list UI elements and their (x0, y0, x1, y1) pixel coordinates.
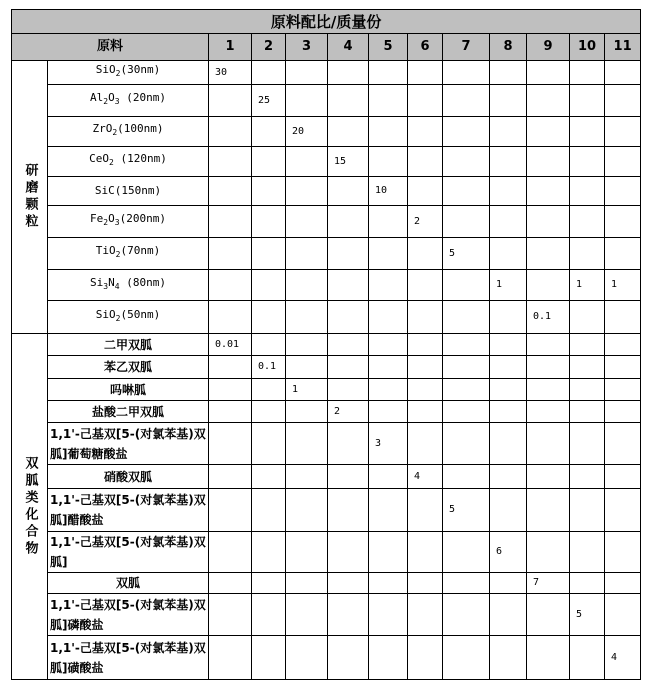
value-cell (490, 594, 527, 636)
value-cell (443, 465, 490, 489)
value-cell (570, 356, 605, 379)
value-cell (369, 465, 408, 489)
value-cell (490, 61, 527, 85)
value-cell (605, 85, 641, 117)
value-cell (286, 61, 328, 85)
value-cell (252, 532, 286, 573)
table-row (12, 61, 641, 85)
value-cell (328, 532, 369, 573)
value-cell (408, 117, 443, 147)
value-cell: 2 (408, 206, 443, 238)
value-cell (570, 206, 605, 238)
value-cell (369, 636, 408, 680)
value-cell (328, 594, 369, 636)
value-cell (443, 270, 490, 301)
value-cell (490, 356, 527, 379)
value-cell: 5 (443, 238, 490, 270)
value-cell (286, 594, 328, 636)
table-row (12, 334, 641, 356)
value-cell (570, 147, 605, 177)
value-cell (252, 573, 286, 594)
value-cell (369, 147, 408, 177)
value-cell (286, 356, 328, 379)
value-cell (369, 594, 408, 636)
value-cell (369, 334, 408, 356)
value-cell: 25 (252, 85, 286, 117)
table-row (12, 206, 641, 238)
value-cell (408, 270, 443, 301)
value-cell (527, 61, 570, 85)
value-cell (209, 147, 252, 177)
value-cell (209, 465, 252, 489)
value-cell (605, 594, 641, 636)
value-cell (490, 636, 527, 680)
material-name: 吗啉胍 (48, 379, 209, 401)
group-label: 研磨颗粒 (12, 61, 48, 334)
material-name: 苯乙双胍 (48, 356, 209, 379)
value-cell (209, 177, 252, 206)
material-name: $Al_2O_3$ (20nm) (48, 85, 209, 117)
value-cell (328, 238, 369, 270)
material-name: SiO$_2$(50nm) (48, 301, 209, 334)
value-cell (605, 334, 641, 356)
value-cell (286, 301, 328, 334)
material-name: 1,1'-己基双[5-(对氯苯基)双胍]磺酸盐 (48, 636, 209, 680)
value-cell: 2 (328, 401, 369, 423)
material-name: 硝酸双胍 (48, 465, 209, 489)
value-cell (252, 401, 286, 423)
table-row (12, 636, 641, 680)
value-cell (286, 238, 328, 270)
value-cell (328, 177, 369, 206)
material-name: 盐酸二甲双胍 (48, 401, 209, 423)
table-row (12, 177, 641, 206)
material-name: 二甲双胍 (48, 334, 209, 356)
value-cell (570, 334, 605, 356)
value-cell (605, 238, 641, 270)
value-cell (443, 423, 490, 465)
table-row (12, 465, 641, 489)
value-cell (408, 489, 443, 532)
value-cell (570, 301, 605, 334)
value-cell (328, 465, 369, 489)
value-cell (252, 636, 286, 680)
value-cell (570, 238, 605, 270)
material-name: SiC(150nm) (48, 177, 209, 206)
value-cell (286, 334, 328, 356)
value-cell (369, 206, 408, 238)
value-cell (490, 85, 527, 117)
material-name: SiO$_2$(30nm) (48, 61, 209, 85)
value-cell (570, 489, 605, 532)
value-cell (605, 423, 641, 465)
column-header-6: 6 (408, 34, 443, 61)
table-row (12, 85, 641, 117)
value-cell (328, 356, 369, 379)
value-cell (286, 147, 328, 177)
material-name: ZrO$_2$(100nm) (48, 117, 209, 147)
column-header-5: 5 (369, 34, 408, 61)
value-cell (527, 177, 570, 206)
value-cell (443, 401, 490, 423)
value-cell (570, 401, 605, 423)
value-cell (570, 117, 605, 147)
value-cell: 1 (605, 270, 641, 301)
value-cell (369, 85, 408, 117)
value-cell (527, 117, 570, 147)
table-row (12, 532, 641, 573)
value-cell (443, 334, 490, 356)
material-name: 双胍 (48, 573, 209, 594)
value-cell (252, 147, 286, 177)
table-row (12, 270, 641, 301)
value-cell (369, 61, 408, 85)
value-cell (209, 206, 252, 238)
value-cell (252, 238, 286, 270)
value-cell: 0.1 (252, 356, 286, 379)
value-cell (408, 379, 443, 401)
value-cell (605, 117, 641, 147)
value-cell (328, 423, 369, 465)
value-cell (527, 270, 570, 301)
value-cell (328, 334, 369, 356)
column-header-10: 10 (570, 34, 605, 61)
value-cell (209, 117, 252, 147)
column-header-8: 8 (490, 34, 527, 61)
value-cell (252, 379, 286, 401)
value-cell (286, 85, 328, 117)
value-cell: 30 (209, 61, 252, 85)
value-cell (490, 206, 527, 238)
value-cell (443, 379, 490, 401)
value-cell (369, 489, 408, 532)
material-name: 1,1'-己基双[5-(对氯苯基)双胍] (48, 532, 209, 573)
value-cell (369, 573, 408, 594)
value-cell (490, 423, 527, 465)
value-cell: 1 (490, 270, 527, 301)
value-cell (408, 532, 443, 573)
value-cell (328, 301, 369, 334)
value-cell (408, 636, 443, 680)
value-cell (328, 61, 369, 85)
value-cell (443, 573, 490, 594)
value-cell (605, 532, 641, 573)
column-header-1: 1 (209, 34, 252, 61)
value-cell (209, 238, 252, 270)
column-header-2: 2 (252, 34, 286, 61)
value-cell (527, 423, 570, 465)
value-cell (369, 301, 408, 334)
value-cell (443, 206, 490, 238)
group-label: 双胍类化合物 (12, 334, 48, 680)
value-cell: 3 (369, 423, 408, 465)
column-header-row (12, 34, 641, 61)
value-cell (408, 401, 443, 423)
value-cell (286, 177, 328, 206)
value-cell (286, 489, 328, 532)
value-cell (527, 401, 570, 423)
value-cell (490, 489, 527, 532)
value-cell (443, 301, 490, 334)
material-name: CeO$_2$ (120nm) (48, 147, 209, 177)
value-cell (605, 356, 641, 379)
value-cell (570, 465, 605, 489)
value-cell (605, 379, 641, 401)
value-cell (605, 206, 641, 238)
value-cell (443, 61, 490, 85)
value-cell (209, 270, 252, 301)
value-cell (527, 238, 570, 270)
value-cell (490, 401, 527, 423)
value-cell (490, 238, 527, 270)
value-cell (408, 85, 443, 117)
value-cell (570, 85, 605, 117)
value-cell (209, 573, 252, 594)
value-cell (252, 206, 286, 238)
value-cell (286, 206, 328, 238)
value-cell (527, 147, 570, 177)
value-cell (570, 379, 605, 401)
value-cell (209, 379, 252, 401)
value-cell (252, 270, 286, 301)
value-cell: 5 (570, 594, 605, 636)
value-cell (605, 147, 641, 177)
value-cell (605, 465, 641, 489)
value-cell (490, 177, 527, 206)
value-cell (570, 573, 605, 594)
value-cell (252, 489, 286, 532)
value-cell (209, 356, 252, 379)
value-cell (328, 270, 369, 301)
value-cell (286, 423, 328, 465)
value-cell (369, 356, 408, 379)
value-cell (209, 423, 252, 465)
value-cell (527, 206, 570, 238)
value-cell (328, 489, 369, 532)
material-name: TiO$_2$(70nm) (48, 238, 209, 270)
value-cell: 1 (570, 270, 605, 301)
table-row (12, 147, 641, 177)
formulation-table (11, 9, 641, 680)
value-cell (286, 573, 328, 594)
value-cell (252, 465, 286, 489)
value-cell (209, 594, 252, 636)
value-cell (408, 147, 443, 177)
column-header-label: 原料 (12, 34, 209, 61)
value-cell (408, 334, 443, 356)
value-cell: 15 (328, 147, 369, 177)
value-cell (527, 489, 570, 532)
material-name: $Si_3N_4$ (80nm) (48, 270, 209, 301)
value-cell (328, 573, 369, 594)
value-cell: 20 (286, 117, 328, 147)
value-cell (252, 177, 286, 206)
value-cell: 5 (443, 489, 490, 532)
value-cell (490, 334, 527, 356)
value-cell: 7 (527, 573, 570, 594)
value-cell (527, 356, 570, 379)
value-cell (570, 61, 605, 85)
value-cell (490, 117, 527, 147)
value-cell (605, 61, 641, 85)
value-cell (408, 356, 443, 379)
value-cell: 4 (408, 465, 443, 489)
table-row (12, 301, 641, 334)
material-name: $Fe_2O_3(200nm)$ (48, 206, 209, 238)
value-cell (252, 334, 286, 356)
table-row (12, 401, 641, 423)
value-cell (527, 85, 570, 117)
value-cell (490, 301, 527, 334)
value-cell (369, 270, 408, 301)
value-cell (369, 238, 408, 270)
column-header-4: 4 (328, 34, 369, 61)
value-cell (328, 206, 369, 238)
table-row (12, 489, 641, 532)
material-name: 1,1'-己基双[5-(对氯苯基)双胍]醋酸盐 (48, 489, 209, 532)
value-cell (527, 532, 570, 573)
column-header-11: 11 (605, 34, 641, 61)
value-cell (443, 356, 490, 379)
value-cell (408, 177, 443, 206)
value-cell: 0.1 (527, 301, 570, 334)
value-cell (286, 401, 328, 423)
value-cell (490, 379, 527, 401)
value-cell (286, 465, 328, 489)
value-cell (443, 594, 490, 636)
value-cell (209, 85, 252, 117)
value-cell (252, 301, 286, 334)
value-cell (408, 573, 443, 594)
value-cell (286, 270, 328, 301)
value-cell (605, 489, 641, 532)
value-cell (209, 636, 252, 680)
value-cell (252, 61, 286, 85)
value-cell: 6 (490, 532, 527, 573)
value-cell (286, 532, 328, 573)
value-cell (490, 465, 527, 489)
value-cell (443, 636, 490, 680)
value-cell (605, 177, 641, 206)
value-cell (443, 177, 490, 206)
value-cell: 4 (605, 636, 641, 680)
value-cell (408, 301, 443, 334)
value-cell (570, 636, 605, 680)
value-cell (527, 636, 570, 680)
value-cell (570, 177, 605, 206)
value-cell (408, 61, 443, 85)
table-row (12, 423, 641, 465)
value-cell (328, 636, 369, 680)
value-cell (443, 117, 490, 147)
value-cell (527, 465, 570, 489)
value-cell: 10 (369, 177, 408, 206)
table-row (12, 356, 641, 379)
column-header-3: 3 (286, 34, 328, 61)
value-cell (328, 85, 369, 117)
value-cell (369, 532, 408, 573)
value-cell (209, 489, 252, 532)
value-cell (605, 573, 641, 594)
value-cell (252, 423, 286, 465)
table-row (12, 117, 641, 147)
value-cell (252, 594, 286, 636)
value-cell (443, 532, 490, 573)
value-cell (286, 636, 328, 680)
value-cell (490, 147, 527, 177)
value-cell (209, 532, 252, 573)
value-cell: 1 (286, 379, 328, 401)
table-row (12, 594, 641, 636)
value-cell (408, 423, 443, 465)
value-cell (527, 594, 570, 636)
value-cell (209, 301, 252, 334)
value-cell (570, 532, 605, 573)
table-title: 原料配比/质量份 (12, 10, 641, 34)
table-row (12, 379, 641, 401)
value-cell (252, 117, 286, 147)
value-cell (328, 379, 369, 401)
column-header-9: 9 (527, 34, 570, 61)
value-cell (605, 401, 641, 423)
value-cell (369, 117, 408, 147)
value-cell (527, 334, 570, 356)
value-cell (209, 401, 252, 423)
value-cell (369, 379, 408, 401)
value-cell (408, 238, 443, 270)
value-cell (570, 423, 605, 465)
value-cell: 0.01 (209, 334, 252, 356)
value-cell (490, 573, 527, 594)
table-row (12, 573, 641, 594)
table-row (12, 238, 641, 270)
value-cell (408, 594, 443, 636)
material-name: 1,1'-己基双[5-(对氯苯基)双胍]磷酸盐 (48, 594, 209, 636)
value-cell (527, 379, 570, 401)
value-cell (443, 85, 490, 117)
value-cell (605, 301, 641, 334)
value-cell (443, 147, 490, 177)
value-cell (369, 401, 408, 423)
material-name: 1,1'-己基双[5-(对氯苯基)双胍]葡萄糖酸盐 (48, 423, 209, 465)
value-cell (328, 117, 369, 147)
column-header-7: 7 (443, 34, 490, 61)
title-row (12, 10, 641, 34)
